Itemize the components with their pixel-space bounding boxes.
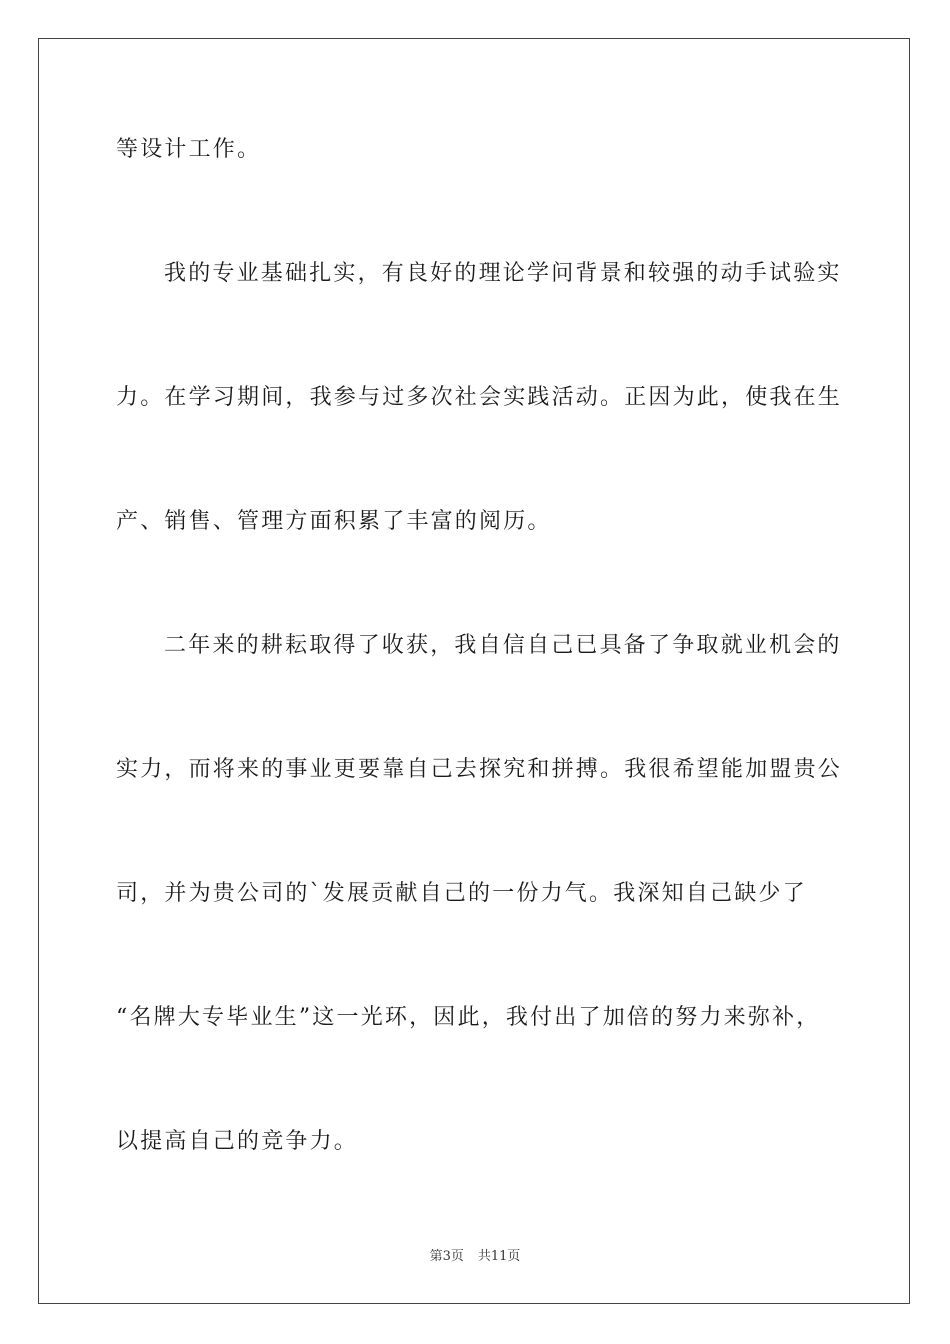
text-line: 司，并为贵公司的`发展贡献自己的一份力气。我深知自己缺少了 bbox=[116, 881, 807, 906]
page-footer bbox=[0, 1248, 950, 1266]
paragraph-first-line: 我的专业基础扎实，有良好的理论学问背景和较强的动手试验实 bbox=[164, 261, 842, 286]
paragraph-first-line: 二年来的耕耘取得了收获，我自信自己已具备了争取就业机会的 bbox=[164, 633, 842, 658]
text-line: 力。在学习期间，我参与过多次社会实践活动。正因为此，使我在生 bbox=[116, 385, 843, 410]
text-line: 以提高自己的竞争力。 bbox=[116, 1129, 359, 1154]
page-frame bbox=[38, 38, 910, 1304]
total-pages: 共11页 bbox=[477, 1249, 521, 1264]
page-number: 第3页 bbox=[429, 1249, 464, 1264]
text-line: “名牌大专毕业生”这一光环，因此，我付出了加倍的努力来弥补， bbox=[116, 1005, 821, 1030]
text-line: 实力，而将来的事业更要靠自己去探究和拼搏。我很希望能加盟贵公 bbox=[116, 757, 843, 782]
text-line: 等设计工作。 bbox=[116, 137, 262, 162]
text-line: 产、销售、管理方面积累了丰富的阅历。 bbox=[116, 509, 552, 534]
